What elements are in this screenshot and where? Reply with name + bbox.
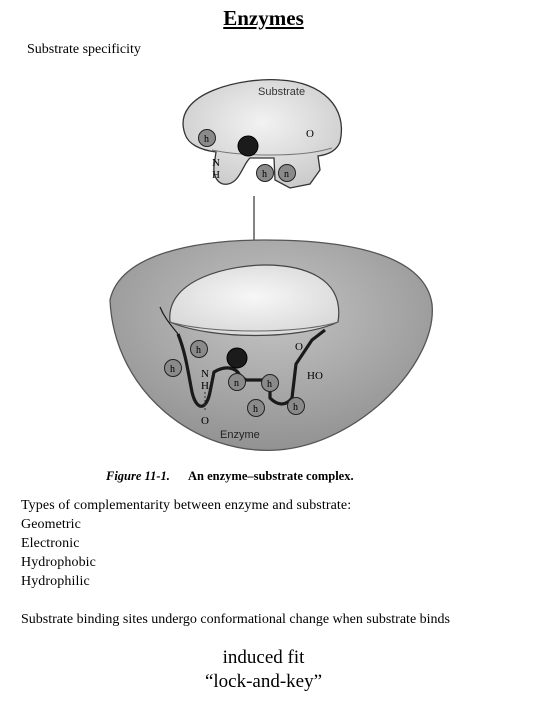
svg-text:n: n — [284, 169, 289, 180]
complementarity-section — [21, 496, 351, 591]
bound-hydrophobic-h — [262, 375, 279, 392]
svg-text:h: h — [170, 364, 175, 375]
complementarity-type: Geometric — [21, 517, 81, 532]
hydrophobic-group-h — [199, 130, 216, 147]
enzyme-substrate-complex — [110, 240, 432, 450]
caption-text: An enzyme–substrate complex. — [188, 469, 354, 483]
binding-statement: Substrate binding sites undergo conformational change when substrate binds — [21, 612, 450, 627]
lock-and-key-term: “lock-and-key” — [204, 671, 323, 692]
svg-text:h: h — [196, 345, 201, 356]
complementarity-type: Hydrophilic — [21, 574, 90, 589]
enzyme-hydrophobic-h — [288, 398, 305, 415]
concepts-section — [0, 646, 527, 694]
enzyme-hydrophobic-h — [248, 400, 265, 417]
bound-group-n — [229, 374, 246, 391]
induced-fit-term: induced fit — [222, 647, 305, 668]
bound-hydrogen-label: H — [201, 380, 209, 392]
hydrogen-label: H — [212, 169, 220, 181]
oxygen-label: O — [306, 128, 314, 140]
complementarity-heading: Types of complementarity between enzyme and substrate: — [21, 498, 352, 513]
nitrogen-label: N — [212, 157, 220, 169]
page-subtitle: Substrate specificity — [27, 42, 141, 57]
svg-text:h: h — [267, 379, 272, 390]
enzyme-oxygen-label: O — [201, 415, 209, 427]
enzyme-substrate-figure — [100, 72, 440, 492]
enzyme-label: Enzyme — [220, 429, 260, 441]
svg-text:n: n — [234, 378, 239, 389]
bound-oxygen-label: O — [295, 341, 303, 353]
svg-text:h: h — [262, 169, 267, 180]
svg-text:h: h — [204, 134, 209, 145]
hydrophobic-group-h — [257, 165, 274, 182]
substrate-label: Substrate — [258, 86, 306, 98]
caption-label: Figure 11-1. — [106, 469, 170, 483]
figure-caption — [105, 469, 354, 483]
enzyme-hydrophobic-h — [165, 360, 182, 377]
page-title: Enzymes — [223, 6, 304, 30]
hydrophobic-group-n — [279, 165, 296, 182]
free-substrate — [183, 80, 341, 188]
enzyme-hydrophobic-h — [191, 341, 208, 358]
bound-nitrogen-label: N — [201, 368, 209, 380]
complementarity-type: Electronic — [21, 536, 80, 551]
complementarity-type: Hydrophobic — [21, 555, 96, 570]
hydroxyl-label: HO — [307, 370, 323, 382]
bound-charged-dot — [227, 348, 247, 368]
figure-illustration — [100, 72, 440, 492]
svg-text:h: h — [293, 402, 298, 413]
charged-group-dot — [238, 136, 258, 156]
svg-text:h: h — [253, 404, 258, 415]
